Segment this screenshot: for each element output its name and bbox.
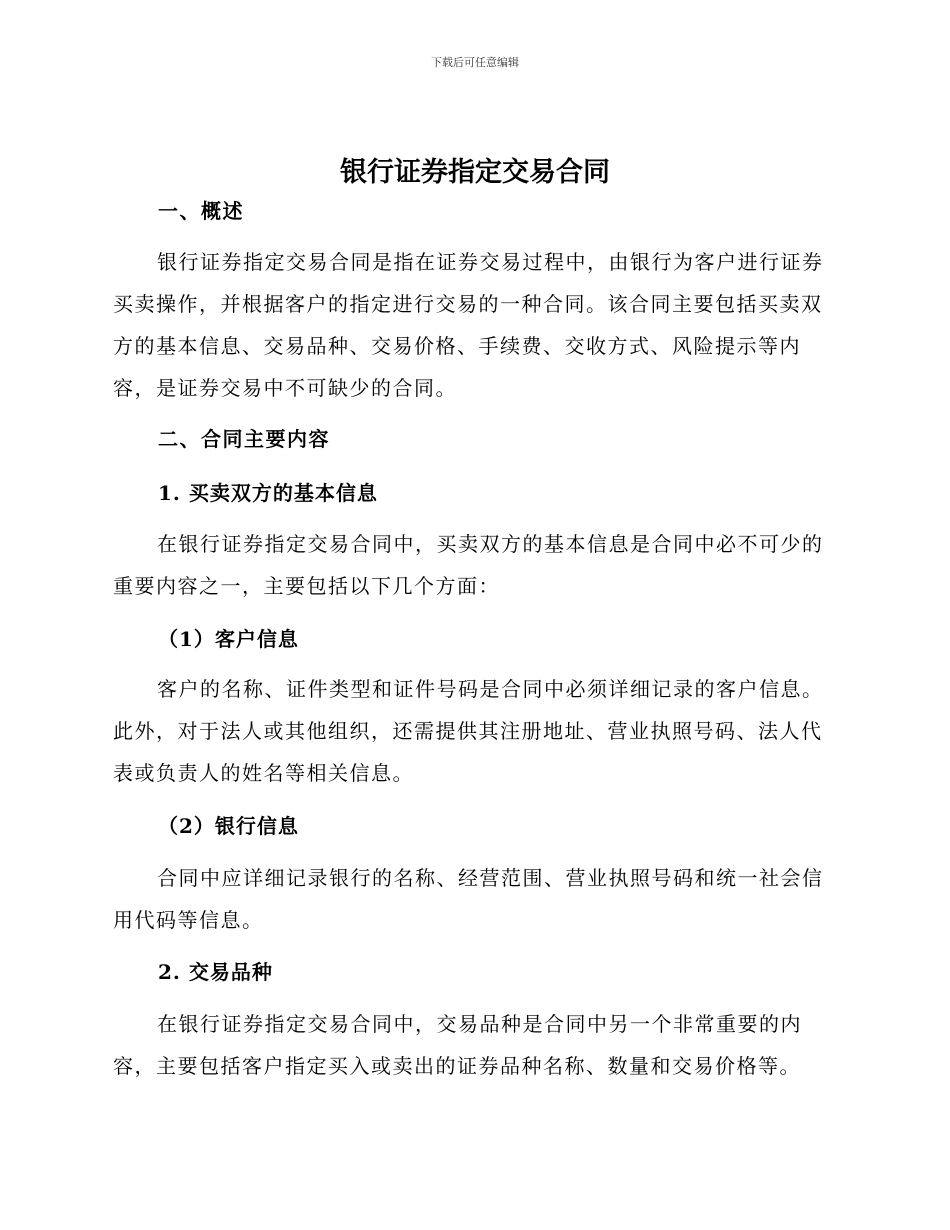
paragraph-party-info: 在银行证券指定交易合同中，买卖双方的基本信息是合同中必不可少的重要内容之一，主要包括以下几个方面： xyxy=(113,532,824,598)
item-heading-bank-info: （2）银行信息 xyxy=(158,814,299,838)
section-heading-main-content: 二、合同主要内容 xyxy=(158,427,330,451)
document-title: 银行证券指定交易合同 xyxy=(340,157,610,188)
subsection-heading-party-info: 1. 买卖双方的基本信息 xyxy=(158,481,378,505)
paragraph-variety: 在银行证券指定交易合同中，交易品种是合同中另一个非常重要的内容，主要包括客户指定买入或卖出的证券品种名称、数量和交易价格等。 xyxy=(113,1012,802,1078)
subsection-heading-variety: 2. 交易品种 xyxy=(158,960,273,984)
section-heading-overview: 一、概述 xyxy=(158,199,244,223)
paragraph-bank-info: 合同中应详细记录银行的名称、经营范围、营业执照号码和统一社会信用代码等信息。 xyxy=(113,866,824,932)
paragraph-overview: 银行证券指定交易合同是指在证券交易过程中，由银行为客户进行证券买卖操作，并根据客户的指定进行交易的一种合同。该合同主要包括买卖双方的基本信息、交易品种、交易价格、手续费、交收方式、风险提示等内容，是证券交易中不可缺少的合同。 xyxy=(113,250,824,400)
header-note: 下载后可任意编辑 xyxy=(431,56,519,69)
item-heading-client-info: （1）客户信息 xyxy=(158,627,299,651)
paragraph-client-info: 客户的名称、证件类型和证件号码是合同中必须详细记录的客户信息。此外，对于法人或其他组织，还需提供其注册地址、营业执照号码、法人代表或负责人的姓名等相关信息。 xyxy=(113,677,824,785)
